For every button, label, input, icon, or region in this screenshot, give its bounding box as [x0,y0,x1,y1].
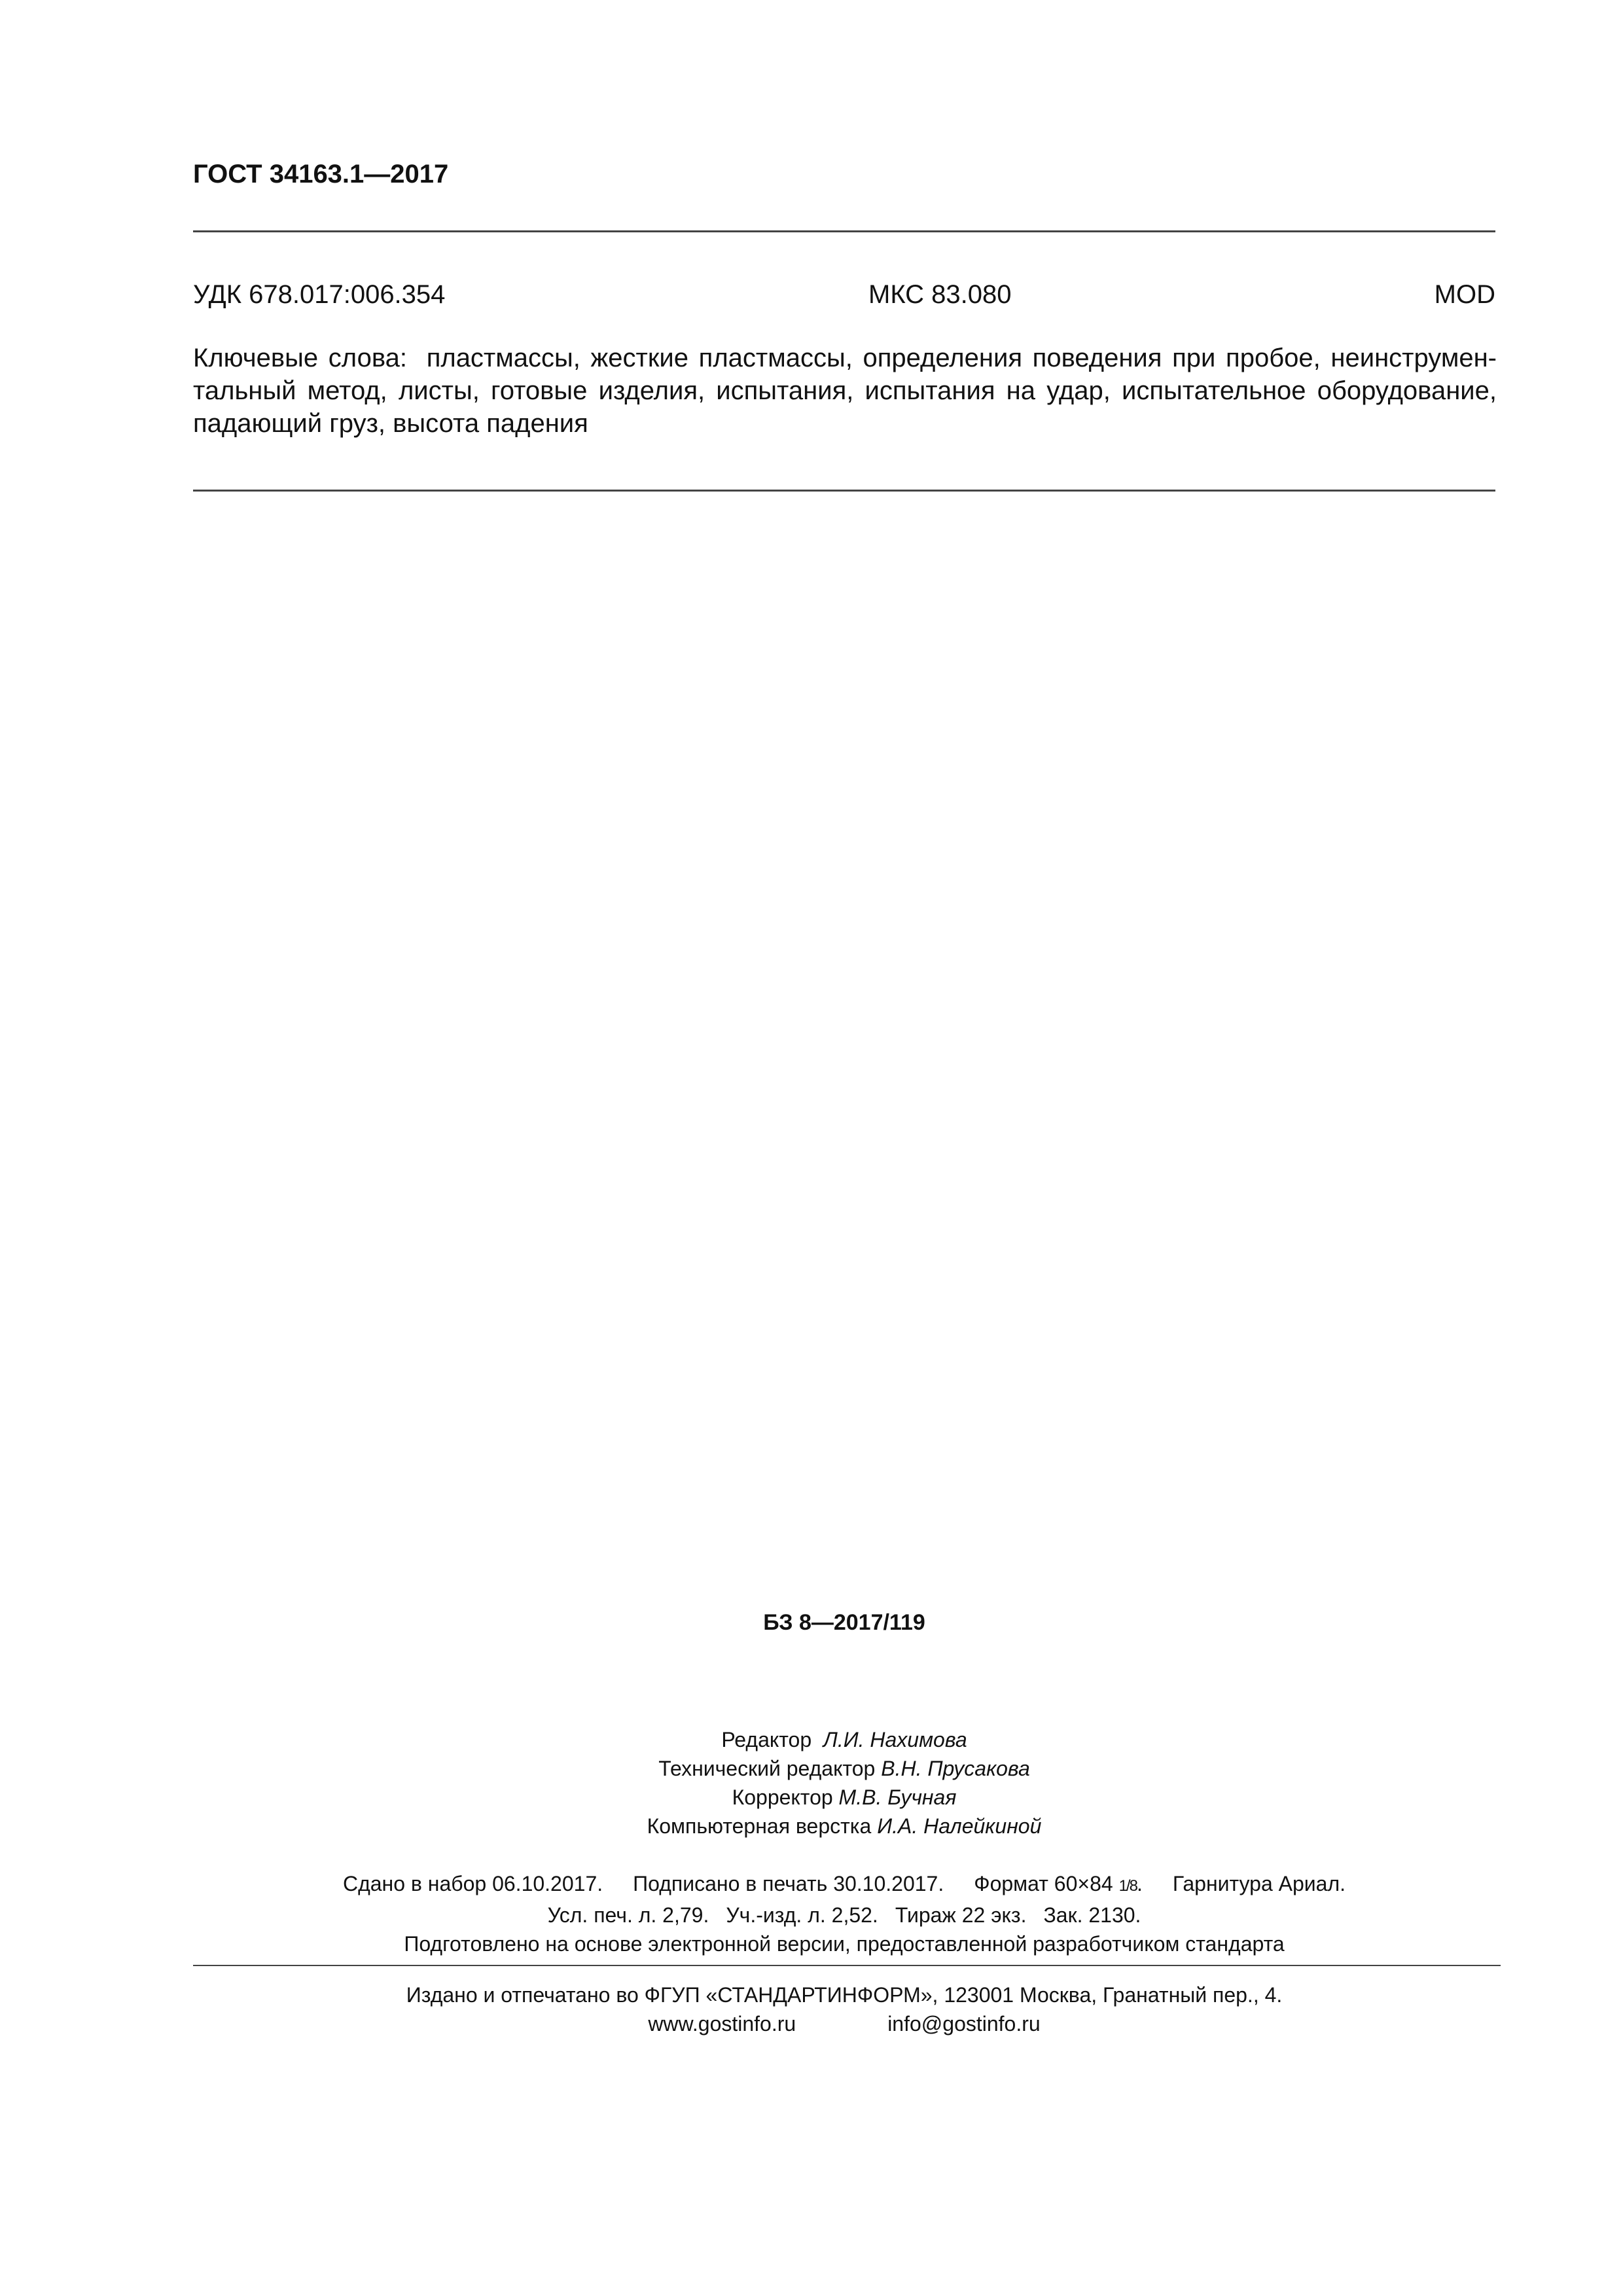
format-fraction: 1/8 [1118,1877,1137,1895]
print-info-line-1: Сдано в набор 06.10.2017. Подписано в печать 30.10.2017. Формат 60×84 1/8. Гарнитура Ариал. [342,1872,1346,1895]
prepared-line [0,1929,1623,1958]
signed-date: Подписано в печать 30.10.2017. [633,1872,944,1895]
tirazh: Тираж 22 экз. [895,1903,1027,1927]
layout-line [0,1812,1623,1840]
publisher-text: Издано и отпечатано во ФГУП «СТАНДАРТИНФОРМ», 123001 Москва, Гранатный пер., 4. [406,1983,1283,2007]
editor-role: Редактор [721,1728,812,1751]
keywords-block [193,342,1497,440]
middle-divider [193,490,1495,492]
order-number: Зак. 2130. [1043,1903,1141,1927]
website-link[interactable]: www.gostinfo.ru [648,2012,796,2036]
mks-code: МКС 83.080 [868,280,1012,309]
submitted-date: Сдано в набор 06.10.2017. [342,1872,603,1895]
tech-editor-name: В.Н. Прусакова [881,1757,1030,1780]
bz-number: БЗ 8—2017/119 [763,1610,925,1635]
credits-block [0,1725,1623,1840]
udk-code: УДК 678.017:006.354 [193,280,446,309]
corrector-role: Корректор [732,1785,833,1809]
classification-row [193,280,1495,314]
tech-editor-line [0,1754,1623,1783]
usl-pech: Усл. печ. л. 2,79. [547,1903,709,1927]
tech-editor-role: Технический редактор [658,1757,876,1780]
layout-name: И.А. Налейкиной [877,1814,1042,1838]
editor-line [0,1725,1623,1754]
uch-izd: Уч.-изд. л. 2,52. [726,1903,878,1927]
corrector-name: М.В. Бучная [838,1785,957,1809]
publisher-block [0,1981,1623,2038]
corrector-line [0,1783,1623,1812]
email-link[interactable]: info@gostinfo.ru [887,2012,1041,2036]
print-info-line-2 [0,1901,1623,1929]
print-info-block [0,1869,1623,1958]
contacts-line [0,2009,1623,2038]
keywords-label: Ключевые слова: [193,344,407,372]
format-label: Формат 60×84 [974,1872,1113,1895]
prepared-text: Подготовлено на основе электронной версии, предоставленной разработчиком стандарта [404,1932,1285,1956]
publisher-line [0,1981,1623,2009]
layout-role: Компьютерная верстка [647,1814,872,1838]
document-number: ГОСТ 34163.1—2017 [193,160,449,188]
top-divider [193,230,1495,232]
bottom-divider [193,1965,1501,1966]
font-info: Гарнитура Ариал. [1172,1872,1346,1895]
keywords-text: пластмассы, жесткие пластмассы, определения поведения при пробое, неинструмен-тальный метод, листы, готовые изделия, испытания, испытания на удар, испытательное оборудование, падающий груз, высота падения [193,344,1497,438]
mod-marker: MOD [1434,280,1495,309]
editor-name: Л.И. Нахимова [823,1728,967,1751]
